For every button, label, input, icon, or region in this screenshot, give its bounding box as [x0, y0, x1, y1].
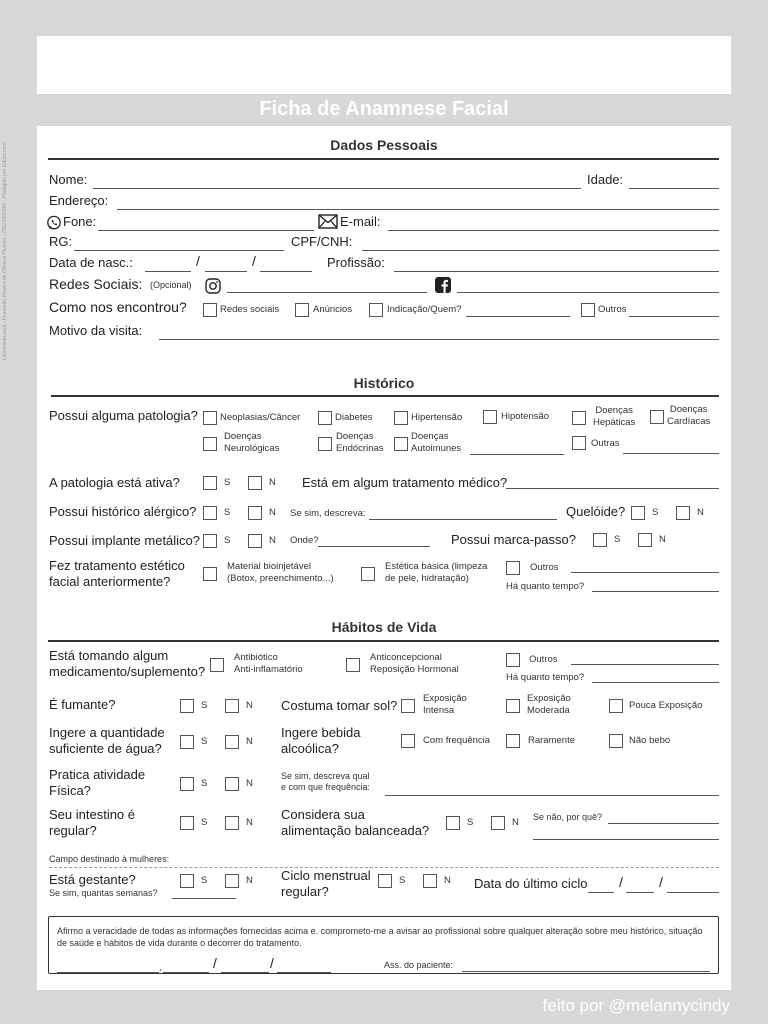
- option-doencas-hepaticas: Doenças Hepáticas: [593, 405, 636, 428]
- label-quantidade-agua: Ingere a quantidade suficiente de água?: [49, 725, 165, 756]
- checkbox-indicacao[interactable]: [369, 303, 383, 317]
- checkbox-doencas-hepaticas[interactable]: [572, 411, 586, 425]
- field-ciclo-ano[interactable]: [667, 892, 719, 893]
- checkbox-marcapasso-sim[interactable]: [593, 533, 607, 547]
- checkbox-doencas-autoimunes[interactable]: [394, 437, 408, 451]
- checkbox-nao-bebo[interactable]: [609, 734, 623, 748]
- checkbox-doencas-neurologicas[interactable]: [203, 437, 217, 451]
- field-assinatura-mes[interactable]: [221, 972, 269, 973]
- section-title-dados-pessoais: Dados Pessoais: [330, 137, 438, 153]
- field-outros-medicamento[interactable]: [571, 664, 719, 665]
- option-outros: Outros: [598, 304, 627, 315]
- field-tratamento-medico[interactable]: [506, 488, 719, 489]
- field-atividade-descricao[interactable]: [385, 795, 719, 796]
- field-instagram[interactable]: [227, 292, 427, 293]
- label-patologia-ativa: A patologia está ativa?: [49, 475, 180, 490]
- checkbox-ciclo-nao[interactable]: [423, 874, 437, 888]
- label-gestante: Está gestante?: [49, 872, 136, 887]
- checkbox-bebe-com-frequencia[interactable]: [401, 734, 415, 748]
- option-doencas-neurologicas: Doenças Neurológicas: [224, 431, 280, 454]
- checkbox-exposicao-moderada[interactable]: [506, 699, 520, 713]
- label-email: E-mail:: [340, 214, 381, 229]
- option-sim: S: [224, 535, 231, 546]
- label-data-nasc: Data de nasc.:: [49, 255, 133, 270]
- option-nao: N: [512, 817, 519, 828]
- section-rule: [48, 158, 719, 160]
- label-profissao: Profissão:: [327, 255, 385, 270]
- option-nao: N: [246, 778, 253, 789]
- label-implante-metalico: Possui implante metálico?: [49, 533, 201, 548]
- label-idade: Idade:: [587, 172, 624, 187]
- label-tratamento-estetico: Fez tratamento estético facial anteriormente?: [49, 558, 185, 589]
- option-nao: N: [444, 875, 451, 886]
- option-sim: S: [652, 507, 659, 518]
- option-sim: S: [467, 817, 474, 828]
- field-alimentacao-por-que-2[interactable]: [533, 839, 719, 840]
- option-indicacao: Indicação/Quem?: [387, 304, 462, 315]
- option-sim: S: [201, 700, 208, 711]
- option-sim: S: [201, 817, 208, 828]
- checkbox-outros-medicamento[interactable]: [506, 653, 520, 667]
- option-sim: S: [614, 534, 621, 545]
- checkbox-implante-nao[interactable]: [248, 534, 262, 548]
- label-rg: RG:: [49, 234, 73, 249]
- option-hipotensao: Hipotensão: [501, 411, 550, 422]
- field-ha-quanto-tempo-medicamento[interactable]: [592, 682, 719, 683]
- section-title-historico: Histórico: [353, 375, 415, 391]
- header-blank-area: [37, 36, 731, 94]
- field-nasc-mes[interactable]: [205, 271, 247, 272]
- date-separator: /: [213, 955, 217, 971]
- option-anticoncepcional: Anticoncepcional Reposição Hormonal: [370, 652, 459, 675]
- field-nasc-dia[interactable]: [145, 271, 191, 272]
- option-nao: N: [246, 736, 253, 747]
- mail-icon: [318, 214, 338, 229]
- checkbox-atividade-nao[interactable]: [225, 777, 239, 791]
- date-separator: /: [252, 253, 256, 269]
- option-nao: N: [246, 817, 253, 828]
- option-com-frequencia: Com frequência: [423, 735, 491, 746]
- label-campo-mulheres: Campo destinado à mulheres:: [49, 854, 170, 864]
- field-motivo-visita[interactable]: [159, 339, 719, 340]
- field-fone[interactable]: [98, 230, 314, 231]
- date-separator: /: [659, 874, 663, 890]
- checkbox-gestante-nao[interactable]: [225, 874, 239, 888]
- checkbox-intestino-sim[interactable]: [180, 816, 194, 830]
- field-alergico-descricao[interactable]: [369, 519, 557, 520]
- option-antibiotico: Antibiótico Anti-inflamatório: [234, 652, 303, 675]
- field-outros-encontrou[interactable]: [629, 316, 719, 317]
- option-sim: S: [224, 507, 231, 518]
- label-opcional: (Opcional): [150, 280, 192, 290]
- option-nao: N: [659, 534, 666, 545]
- checkbox-alimentacao-sim[interactable]: [446, 816, 460, 830]
- checkbox-doencas-cardiacas[interactable]: [650, 410, 664, 424]
- checkbox-implante-sim[interactable]: [203, 534, 217, 548]
- label-intestino-regular: Seu intestino é regular?: [49, 807, 136, 838]
- label-fone: Fone:: [63, 214, 97, 229]
- checkbox-outros-estetico[interactable]: [506, 561, 520, 575]
- option-nao: N: [269, 477, 276, 488]
- option-pouca-exposicao: Pouca Exposição: [629, 700, 703, 711]
- facebook-icon: [435, 277, 451, 293]
- label-endereco: Endereço:: [49, 193, 109, 208]
- field-assinatura-paciente[interactable]: [462, 971, 710, 972]
- author-credit: feito por @melannycindy: [542, 996, 730, 1015]
- label-fumante: É fumante?: [49, 697, 116, 712]
- checkbox-ativa-nao[interactable]: [248, 476, 262, 490]
- option-raramente: Raramente: [528, 735, 575, 746]
- checkbox-gestante-sim[interactable]: [180, 874, 194, 888]
- option-nao: N: [246, 700, 253, 711]
- field-outras-patologias[interactable]: [623, 453, 719, 454]
- label-nome: Nome:: [49, 172, 88, 187]
- field-local[interactable]: [57, 972, 159, 973]
- checkbox-outras-patologias[interactable]: [572, 436, 586, 450]
- option-sim: S: [224, 477, 231, 488]
- checkbox-anticoncepcional[interactable]: [346, 658, 360, 672]
- checkbox-doencas-endocrinas[interactable]: [318, 437, 332, 451]
- option-doencas-autoimunes: Doenças Autoimunes: [411, 431, 462, 454]
- checkbox-intestino-nao[interactable]: [225, 816, 239, 830]
- option-sim: S: [399, 875, 406, 886]
- checkbox-estetica-basica[interactable]: [361, 567, 375, 581]
- section-rule: [51, 395, 719, 397]
- form-sheet: [37, 126, 731, 990]
- checkbox-queloide-sim[interactable]: [631, 506, 645, 520]
- checkbox-queloide-nao[interactable]: [676, 506, 690, 520]
- checkbox-hipotensao[interactable]: [483, 410, 497, 424]
- label-como-nos-encontrou: Como nos encontrou?: [49, 299, 187, 315]
- field-ciclo-mes[interactable]: [626, 892, 654, 893]
- label-medicamento: Está tomando algum medicamento/suplemento?: [49, 648, 206, 679]
- option-outros: Outros: [529, 654, 558, 665]
- field-nasc-ano[interactable]: [260, 271, 312, 272]
- checkbox-ciclo-sim[interactable]: [378, 874, 392, 888]
- field-nome[interactable]: [93, 188, 581, 189]
- whatsapp-icon: [46, 215, 62, 231]
- checkbox-atividade-sim[interactable]: [180, 777, 194, 791]
- checkbox-neoplasias[interactable]: [203, 411, 217, 425]
- field-ciclo-dia[interactable]: [588, 892, 614, 893]
- field-cpf[interactable]: [362, 250, 719, 251]
- label-se-sim-descreva-qual: Se sim, descreva qual e com que frequência:: [281, 771, 371, 792]
- option-nao: N: [246, 875, 253, 886]
- label-assinatura-paciente: Ass. do paciente:: [384, 960, 454, 970]
- option-exposicao-moderada: Exposição Moderada: [527, 693, 571, 716]
- label-ha-quanto-tempo: Há quanto tempo?: [506, 672, 585, 683]
- option-diabetes: Diabetes: [335, 412, 373, 423]
- label-atividade-fisica: Pratica atividade Física?: [49, 767, 146, 798]
- label-data-ultimo-ciclo: Data do último ciclo: [474, 876, 588, 891]
- option-nao: N: [697, 507, 704, 518]
- option-doencas-cardiacas: Doenças Cardíacas: [667, 404, 711, 427]
- field-facebook[interactable]: [457, 292, 719, 293]
- option-hipertensao: Hipertensão: [411, 412, 463, 423]
- option-sim: S: [201, 875, 208, 886]
- section-title-habitos-de-vida: Hábitos de Vida: [331, 619, 437, 635]
- checkbox-fumante-nao[interactable]: [225, 699, 239, 713]
- label-possui-patologia: Possui alguma patologia?: [49, 408, 198, 423]
- checkbox-diabetes[interactable]: [318, 411, 332, 425]
- option-anuncios: Anúncios: [313, 304, 353, 315]
- dashed-divider: [49, 867, 719, 868]
- checkbox-bebe-raramente[interactable]: [506, 734, 520, 748]
- label-onde: Onde?: [290, 535, 319, 546]
- checkbox-agua-nao[interactable]: [225, 735, 239, 749]
- label-queloide: Quelóide?: [566, 504, 626, 519]
- declaration-box: [48, 916, 719, 974]
- checkbox-agua-sim[interactable]: [180, 735, 194, 749]
- label-bebida-alcoolica: Ingere bebida alcoólica?: [281, 725, 361, 756]
- field-alimentacao-por-que[interactable]: [608, 823, 719, 824]
- option-sim: S: [201, 736, 208, 747]
- field-profissao[interactable]: [394, 271, 719, 272]
- date-separator: /: [196, 253, 200, 269]
- option-nao: N: [269, 535, 276, 546]
- option-doencas-endocrinas: Doenças Endócrinas: [336, 431, 384, 454]
- option-nao: N: [269, 507, 276, 518]
- instagram-icon: [205, 278, 221, 294]
- checkbox-fumante-sim[interactable]: [180, 699, 194, 713]
- field-ha-quanto-tempo-estetico[interactable]: [592, 591, 719, 592]
- option-outras: Outras: [591, 438, 620, 449]
- comma-separator: ,: [159, 962, 162, 972]
- label-ha-quanto-tempo: Há quanto tempo?: [506, 581, 585, 592]
- checkbox-outros-encontrou[interactable]: [581, 303, 595, 317]
- checkbox-pouca-exposicao[interactable]: [609, 699, 623, 713]
- field-autoimunes[interactable]: [470, 454, 564, 455]
- label-se-sim-descreva: Se sim, descreva:: [290, 508, 366, 519]
- license-watermark: Licenciado para - Fernanda Pereira de Oliveira Paulino - 75570300160 - Protegido por Eduzz.com: [2, 142, 8, 360]
- label-quantas-semanas: Se sim, quantas semanas?: [49, 888, 158, 898]
- field-endereco[interactable]: [117, 209, 719, 210]
- checkbox-anuncios[interactable]: [295, 303, 309, 317]
- checkbox-exposicao-intensa[interactable]: [401, 699, 415, 713]
- option-redes-sociais: Redes sociais: [220, 304, 280, 315]
- declaration-text: Afirmo a veracidade de todas as informações fornecidas acima e. comprometo-me a avisar ao profissional sobre qualquer alteração sobre meu histórico, situação de saúde e hábitos de vida durante o decorrer do tratamento.: [57, 926, 703, 948]
- field-indicacao-quem[interactable]: [466, 316, 570, 317]
- date-separator: /: [619, 874, 623, 890]
- checkbox-redes-sociais[interactable]: [203, 303, 217, 317]
- option-estetica-basica: Estética básica (limpeza de pele, hidratação): [385, 561, 488, 584]
- label-alimentacao-balanceada: Considera sua alimentação balanceada?: [281, 807, 430, 838]
- label-tomar-sol: Costuma tomar sol?: [281, 698, 398, 713]
- checkbox-material-bioinjetavel[interactable]: [203, 567, 217, 581]
- option-sim: S: [201, 778, 208, 789]
- section-rule: [48, 640, 719, 642]
- checkbox-alergico-nao[interactable]: [248, 506, 262, 520]
- checkbox-ativa-sim[interactable]: [203, 476, 217, 490]
- option-nao-bebo: Não bebo: [629, 735, 671, 746]
- label-cpf: CPF/CNH:: [291, 234, 353, 249]
- field-assinatura-ano[interactable]: [277, 972, 331, 973]
- option-outros: Outros: [530, 562, 559, 573]
- option-exposicao-intensa: Exposição Intensa: [423, 693, 467, 716]
- label-tratamento-medico: Está em algum tratamento médico?: [302, 475, 508, 490]
- checkbox-hipertensao[interactable]: [394, 411, 408, 425]
- field-assinatura-dia[interactable]: [163, 972, 209, 973]
- checkbox-alergico-sim[interactable]: [203, 506, 217, 520]
- option-material-bioinjetavel: Material bioinjetável (Botox, preenchimento...): [227, 561, 334, 584]
- form-title: Ficha de Anamnese Facial: [259, 98, 509, 120]
- field-implante-onde[interactable]: [318, 546, 430, 547]
- label-se-nao-por-que: Se não, por quê?: [533, 812, 603, 822]
- label-motivo-visita: Motivo da visita:: [49, 323, 143, 338]
- label-ciclo-menstrual: Ciclo menstrual regular?: [281, 868, 371, 899]
- date-separator: /: [270, 955, 274, 971]
- checkbox-marcapasso-nao[interactable]: [638, 533, 652, 547]
- option-neoplasias: Neoplasias/Câncer: [220, 412, 301, 423]
- field-rg[interactable]: [74, 250, 284, 251]
- field-outros-estetico[interactable]: [571, 572, 719, 573]
- field-idade[interactable]: [629, 188, 719, 189]
- label-historico-alergico: Possui histórico alérgico?: [49, 504, 197, 519]
- label-redes-sociais: Redes Sociais:: [49, 276, 143, 292]
- checkbox-antibiotico[interactable]: [210, 658, 224, 672]
- label-marca-passo: Possui marca-passo?: [451, 532, 576, 547]
- field-semanas[interactable]: [172, 898, 236, 899]
- checkbox-alimentacao-nao[interactable]: [491, 816, 505, 830]
- field-email[interactable]: [388, 230, 719, 231]
